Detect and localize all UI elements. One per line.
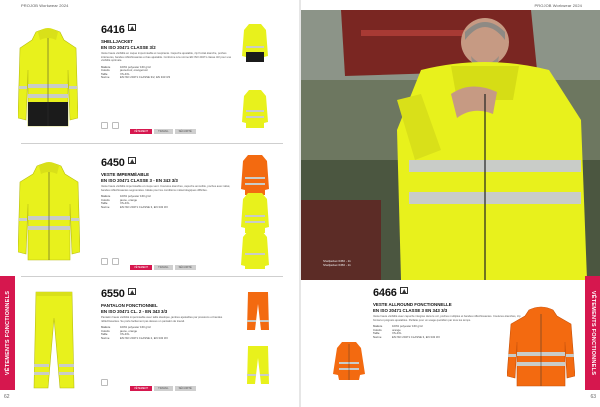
section-tab-left <box>0 276 15 390</box>
product-specs <box>101 66 236 80</box>
right-page <box>301 0 600 407</box>
product-description: Pantalon haute visibilité imperméable avec taille élastique, jambes ajustables par pressions et bandes réfléchissantes. Se porte facilement par-dessus un pantalon de travail. <box>101 316 223 323</box>
trousers-6550-variant-thumbnails <box>244 290 272 388</box>
standard-badge-icon <box>128 288 136 295</box>
jacket-6450-variant-thumbnails <box>238 153 272 269</box>
spec-key: Taille <box>101 71 108 76</box>
spec-key: Matière <box>101 194 111 198</box>
spec-key: Coloris <box>101 68 110 72</box>
product-description: Veste haute visibilité en coque imperméable et respirante. Capuche ajustable, zip frontal étanche, poches intérieures, bandes réfléchissantes et bas ajustable. Conforme à la norme EN ISO 20471 classe 3/2 pour une visibilité optimale. <box>101 52 232 62</box>
certification-icon <box>101 122 108 129</box>
product-specs <box>101 326 236 340</box>
product-6466 <box>373 283 523 339</box>
spec-key: Coloris <box>373 327 382 332</box>
product-description: Veste haute visibilité imperméable et coupe-vent. Coutures étanches, capuche amovible, poches avec rabat, bandes réfléchissantes segmentées. Idéale pour les conditions météorologiques difficiles. <box>101 185 231 192</box>
product-standard: EN ISO 20471 CLASSE 3/2 <box>101 45 156 50</box>
spec-value: EN ISO 20471 CLASSE 2, EN 343 3/3 <box>120 335 168 340</box>
standard-badge-icon <box>400 287 408 294</box>
tag-label: SÉCURITÉ <box>175 386 196 391</box>
photo-caption-line: Shelljacket 6450 - 11 <box>323 259 351 263</box>
spec-value: jaune, orange <box>120 197 138 202</box>
standard-badge-icon <box>128 157 136 164</box>
jacket-6416-front-image <box>18 26 78 136</box>
tag-label: SÉCURITÉ <box>175 129 196 134</box>
spec-value: XS-4XL <box>120 332 130 336</box>
spec-key: Taille <box>101 201 108 205</box>
page-number-left: 62 <box>4 394 10 400</box>
jacket-6466-thumbnail-image <box>331 340 367 382</box>
jacket-6416-variant-thumbnails <box>240 22 270 132</box>
spec-value: XS-4XL <box>120 71 130 76</box>
spec-value: 100% polyester 160 g/m² <box>120 64 152 69</box>
running-head-left: PROJOB Workwear 2024 <box>21 3 69 8</box>
photo-caption <box>323 260 351 267</box>
certification-icon <box>101 379 108 386</box>
tag-label: TRAVAIL <box>154 129 172 134</box>
spec-key: Matière <box>101 325 111 329</box>
product-name: SHELLJACKET <box>101 39 133 44</box>
left-page <box>0 0 299 407</box>
product-description: Veste haute visibilité avec capuche intégrée dans le col, poches multiples et bandes réfléchissantes. Coutures étanches, zip frontal et poignets ajustables. Parfaite pour un usage quotidien par tous les temps. <box>373 315 521 322</box>
trousers-6550-front-image <box>30 290 78 390</box>
product-tags <box>130 385 196 391</box>
tag-label: TRAVAIL <box>154 386 172 391</box>
product-code: 6550 <box>101 288 125 300</box>
spec-key: Matière <box>101 64 111 69</box>
product-code: 6416 <box>101 24 125 36</box>
certification-icon <box>112 258 119 265</box>
spec-key: Matière <box>373 324 383 328</box>
certification-icon <box>112 122 119 129</box>
spec-value: jaune, orange <box>120 328 138 333</box>
row-divider <box>21 276 283 277</box>
product-tags <box>130 128 196 134</box>
product-code: 6450 <box>101 157 125 169</box>
standard-badge-icon <box>128 24 136 31</box>
spec-key: Coloris <box>101 197 110 202</box>
jacket-6466-front-image <box>507 306 575 388</box>
spec-value: 100% polyester 160 g/m² <box>392 324 424 328</box>
product-specs <box>101 195 236 209</box>
product-name: VESTE ALLROUND FONCTIONNELLE <box>373 302 452 307</box>
tag-label: VÊTEMENT <box>130 265 152 270</box>
spec-value: XS-4XL <box>392 331 402 335</box>
tag-label: VÊTEMENT <box>130 129 152 134</box>
section-tab-label: VÊTEMENTS FONCTIONNELS <box>589 290 596 376</box>
spec-key: Coloris <box>101 328 110 333</box>
jacket-6450-front-image <box>18 160 80 270</box>
spec-value: 100% polyester 160 g/m² <box>120 194 152 198</box>
product-tags <box>130 264 196 270</box>
lifestyle-photo <box>301 10 600 280</box>
tag-label: SÉCURITÉ <box>175 265 196 270</box>
tag-label: TRAVAIL <box>154 265 172 270</box>
spec-key: Norme <box>101 335 110 340</box>
spec-value: EN ISO 20471 CLASSE 3/2, EN 343 3/3 <box>120 75 171 79</box>
spec-value: EN ISO 20471 CLASSE 3, EN 343 3/3 <box>120 204 168 209</box>
section-tab-right <box>585 276 600 390</box>
product-standard: EN ISO 20471 CLASSE 3 - EN 343 3/3 <box>101 178 178 183</box>
photo-caption-line: Shelljacket 6450 - 11 <box>323 262 351 267</box>
section-tab-label: VÊTEMENTS FONCTIONNELS <box>4 290 11 376</box>
page-number-right: 63 <box>590 394 596 400</box>
product-code: 6466 <box>373 287 397 299</box>
spec-key: Taille <box>101 332 108 336</box>
product-standard: EN ISO 20471 CLASSE 3 EN 343 3/3 <box>373 308 448 313</box>
product-6450 <box>101 153 236 209</box>
certification-icon <box>101 258 108 265</box>
spec-key: Taille <box>373 331 380 335</box>
product-specs <box>373 325 523 339</box>
product-name: PANTALON FONCTIONNEL <box>101 303 158 308</box>
spec-key: Norme <box>373 334 382 339</box>
spec-value: orange <box>392 327 401 332</box>
product-name: VESTE IMPERMÉABLE <box>101 172 150 177</box>
spec-value: XS-4XL <box>120 201 130 205</box>
spec-value: jaune/noir, orange/noir <box>120 68 148 72</box>
spec-key: Norme <box>101 75 110 79</box>
product-6416 <box>101 20 236 80</box>
row-divider <box>21 143 283 144</box>
tag-label: VÊTEMENT <box>130 386 152 391</box>
spec-key: Norme <box>101 204 110 209</box>
spec-value: EN ISO 20471 CLASSE 3, EN 343 3/3 <box>392 334 440 339</box>
worker-in-hivis-jacket-image <box>301 10 600 280</box>
spec-value: 100% polyester 160 g/m² <box>120 325 152 329</box>
product-standard: EN ISO 20471 CL. 2 - EN 343 3/3 <box>101 309 168 314</box>
product-6550 <box>101 284 236 340</box>
running-head-right: PROJOB Workwear 2024 <box>534 3 582 8</box>
